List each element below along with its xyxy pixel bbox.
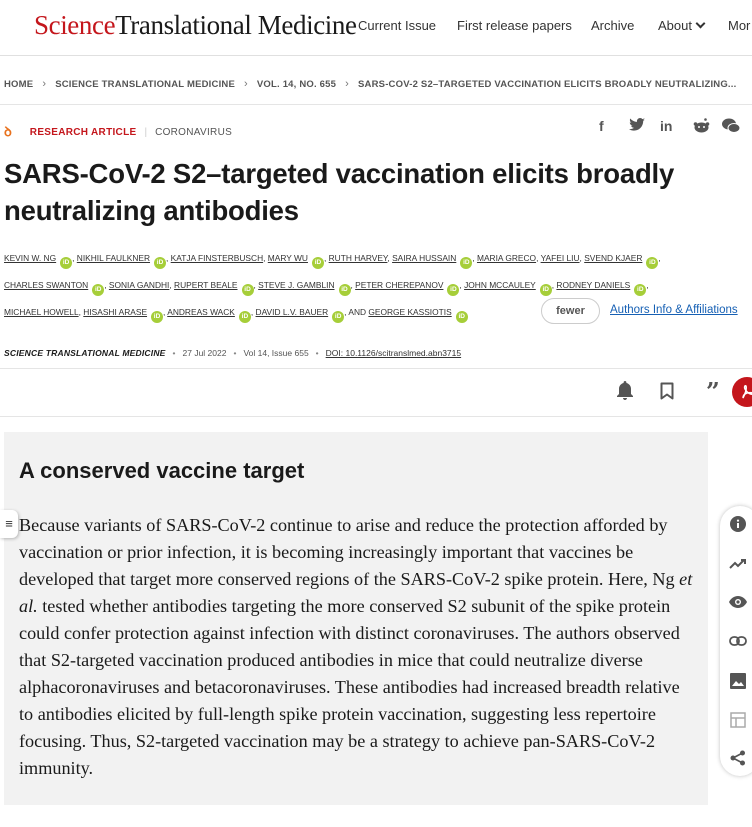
- twitter-icon[interactable]: [629, 118, 645, 135]
- summary-heading: A conserved vaccine target: [19, 458, 305, 483]
- breadcrumb-journal[interactable]: SCIENCE TRANSLATIONAL MEDICINE: [55, 79, 236, 90]
- author-link[interactable]: RUPERT BEALE: [174, 280, 238, 290]
- authors-line-3: MICHAEL HOWELL, HISASHI ARASE iD , ANDREAS WACK iD , DAVID L.V. BAUER iD , AND GEORGE KASSIOTIS iD: [4, 307, 468, 323]
- orcid-icon[interactable]: iD: [60, 257, 72, 269]
- nav-about[interactable]: About: [658, 18, 704, 33]
- chevron-right-icon: ›: [42, 78, 47, 90]
- eye-icon[interactable]: [729, 595, 747, 611]
- link-icon[interactable]: [729, 634, 747, 650]
- author-link[interactable]: HISASHI ARASE: [83, 307, 148, 317]
- orcid-icon[interactable]: iD: [312, 257, 324, 269]
- pdf-icon[interactable]: [732, 377, 752, 407]
- bell-icon[interactable]: [616, 381, 634, 406]
- volume-issue[interactable]: Vol 14, Issue 655: [243, 348, 309, 358]
- nav-current-issue[interactable]: Current Issue: [358, 18, 437, 33]
- orcid-icon[interactable]: iD: [92, 284, 104, 296]
- orcid-icon[interactable]: iD: [634, 284, 646, 296]
- author-link[interactable]: MARY WU: [267, 253, 308, 263]
- orcid-icon[interactable]: iD: [332, 311, 344, 323]
- author-link[interactable]: YAFEI LIU: [540, 253, 580, 263]
- author-link[interactable]: PETER CHEREPANOV: [355, 280, 444, 290]
- author-link[interactable]: ANDREAS WACK: [167, 307, 235, 317]
- author-link[interactable]: CHARLES SWANTON: [4, 280, 89, 290]
- nav-first-release[interactable]: First release papers: [457, 18, 572, 33]
- breadcrumb: [4, 78, 736, 90]
- author-link[interactable]: MARIA GRECO: [476, 253, 537, 263]
- info-icon[interactable]: [729, 516, 747, 535]
- share-icon[interactable]: [729, 750, 747, 769]
- table-icon[interactable]: [729, 712, 747, 731]
- orcid-icon[interactable]: iD: [339, 284, 351, 296]
- facebook-icon[interactable]: f: [599, 118, 604, 134]
- citation-line: SCIENCE TRANSLATIONAL MEDICINE • 27 Jul 2022 • Vol 14, Issue 655 • DOI: 10.1126/scitranslmed.abn3715: [4, 348, 462, 358]
- orcid-icon[interactable]: iD: [151, 311, 163, 323]
- author-link[interactable]: RODNEY DANIELS: [556, 280, 631, 290]
- doi-link[interactable]: DOI: 10.1126/scitranslmed.abn3715: [325, 348, 462, 358]
- author-link[interactable]: KATJA FINSTERBUSCH: [170, 253, 264, 263]
- author-link[interactable]: STEVE J. GAMBLIN: [258, 280, 335, 290]
- tool-rail: [720, 506, 752, 776]
- nav-archive[interactable]: Archive: [591, 18, 635, 33]
- quote-icon[interactable]: ”: [706, 377, 720, 406]
- linkedin-icon[interactable]: in: [660, 118, 673, 134]
- hamburger-icon[interactable]: ≡: [0, 510, 18, 538]
- orcid-icon[interactable]: iD: [242, 284, 254, 296]
- author-link[interactable]: NIKHIL FAULKNER: [76, 253, 151, 263]
- image-icon[interactable]: [729, 673, 747, 692]
- trending-icon[interactable]: [729, 556, 747, 572]
- journal-name[interactable]: SCIENCE TRANSLATIONAL MEDICINE: [4, 348, 166, 358]
- orcid-icon[interactable]: iD: [646, 257, 658, 269]
- author-link[interactable]: SVEND KJAER: [584, 253, 643, 263]
- wechat-icon[interactable]: [722, 118, 740, 136]
- fewer-authors-button[interactable]: fewer: [541, 298, 600, 324]
- article-title: SARS-CoV-2 S2–targeted vaccination elicits broadly neutralizing antibodies: [4, 158, 675, 226]
- authors-affiliations-link[interactable]: Authors Info & Affiliations: [610, 304, 738, 316]
- orcid-icon[interactable]: iD: [540, 284, 552, 296]
- author-link[interactable]: MICHAEL HOWELL: [4, 307, 79, 317]
- author-link[interactable]: KEVIN W. NG: [4, 253, 57, 263]
- divider: [0, 368, 752, 369]
- breadcrumb-volume[interactable]: VOL. 14, NO. 655: [256, 79, 337, 90]
- orcid-icon[interactable]: iD: [239, 311, 251, 323]
- author-link[interactable]: DAVID L.V. BAUER: [255, 307, 329, 317]
- top-navigation: [0, 0, 752, 56]
- reddit-icon[interactable]: [693, 118, 710, 136]
- divider: |: [144, 127, 148, 138]
- summary-text: Because variants of SARS-CoV-2 continue to arise and reduce the protection afforded by vaccination or prior infection, it is becoming increasingly important that vaccines be developed that target more conserved regions of the SARS-CoV-2 spike protein. Here, Ng et al. tested whether antibodies targeting the more conserved S2 subunit of the spike protein could confer protection against infection with distinct coronaviruses. The authors observed that S2-targeted vaccination produced antibodies in mice that could neutralize diverse alphacoronaviruses and betacoronaviruses. These antibodies had increased breadth relative to antibodies elicited by full-length spike protein vaccination, suggesting less repertoire focusing. Thus, S2-targeted vaccination may be a strategy to achieve pan-SARS-CoV-2 immunity.: [19, 515, 693, 778]
- nav-more[interactable]: Mor: [728, 18, 751, 33]
- subject-tag[interactable]: CORONAVIRUS: [155, 127, 233, 138]
- editors-summary: [4, 432, 708, 805]
- article-meta: [4, 121, 232, 139]
- divider: [0, 416, 752, 417]
- publish-date: 27 Jul 2022: [182, 348, 227, 358]
- chevron-right-icon: ›: [244, 78, 248, 90]
- chevron-right-icon: ›: [345, 78, 349, 90]
- bookmark-icon[interactable]: [660, 382, 674, 405]
- divider: [0, 104, 752, 105]
- author-link[interactable]: SONIA GANDHI: [108, 280, 170, 290]
- article-type[interactable]: RESEARCH ARTICLE: [29, 127, 137, 138]
- orcid-icon[interactable]: iD: [447, 284, 459, 296]
- orcid-icon[interactable]: iD: [154, 257, 166, 269]
- author-link[interactable]: GEORGE KASSIOTIS: [368, 307, 452, 317]
- authors-line-2: CHARLES SWANTON iD , SONIA GANDHI, RUPERT BEALE iD , STEVE J. GAMBLIN iD , PETER CHEREPANOV iD , JOHN MCCAULEY iD , RODNEY DANIELS iD ,: [4, 280, 649, 296]
- open-access-icon: ꝺ: [4, 124, 12, 139]
- author-link[interactable]: JOHN MCCAULEY: [464, 280, 536, 290]
- author-link[interactable]: SAIRA HUSSAIN: [392, 253, 457, 263]
- breadcrumb-home[interactable]: HOME: [4, 79, 34, 90]
- orcid-icon[interactable]: iD: [460, 257, 472, 269]
- orcid-icon[interactable]: iD: [456, 311, 468, 323]
- authors-line-1: KEVIN W. NG iD , NIKHIL FAULKNER iD , KATJA FINSTERBUSCH, MARY WU iD , RUTH HARVEY, SAIRA HUSSAIN iD , MARIA GRECO, YAFEI LIU, SVEND KJAER iD ,: [4, 253, 661, 269]
- author-link[interactable]: RUTH HARVEY: [328, 253, 388, 263]
- chevron-down-icon: [696, 19, 706, 29]
- site-logo[interactable]: ScienceTranslational Medicine: [34, 10, 357, 40]
- breadcrumb-current: SARS-COV-2 S2–TARGETED VACCINATION ELICITS BROADLY NEUTRALIZING...: [358, 79, 737, 90]
